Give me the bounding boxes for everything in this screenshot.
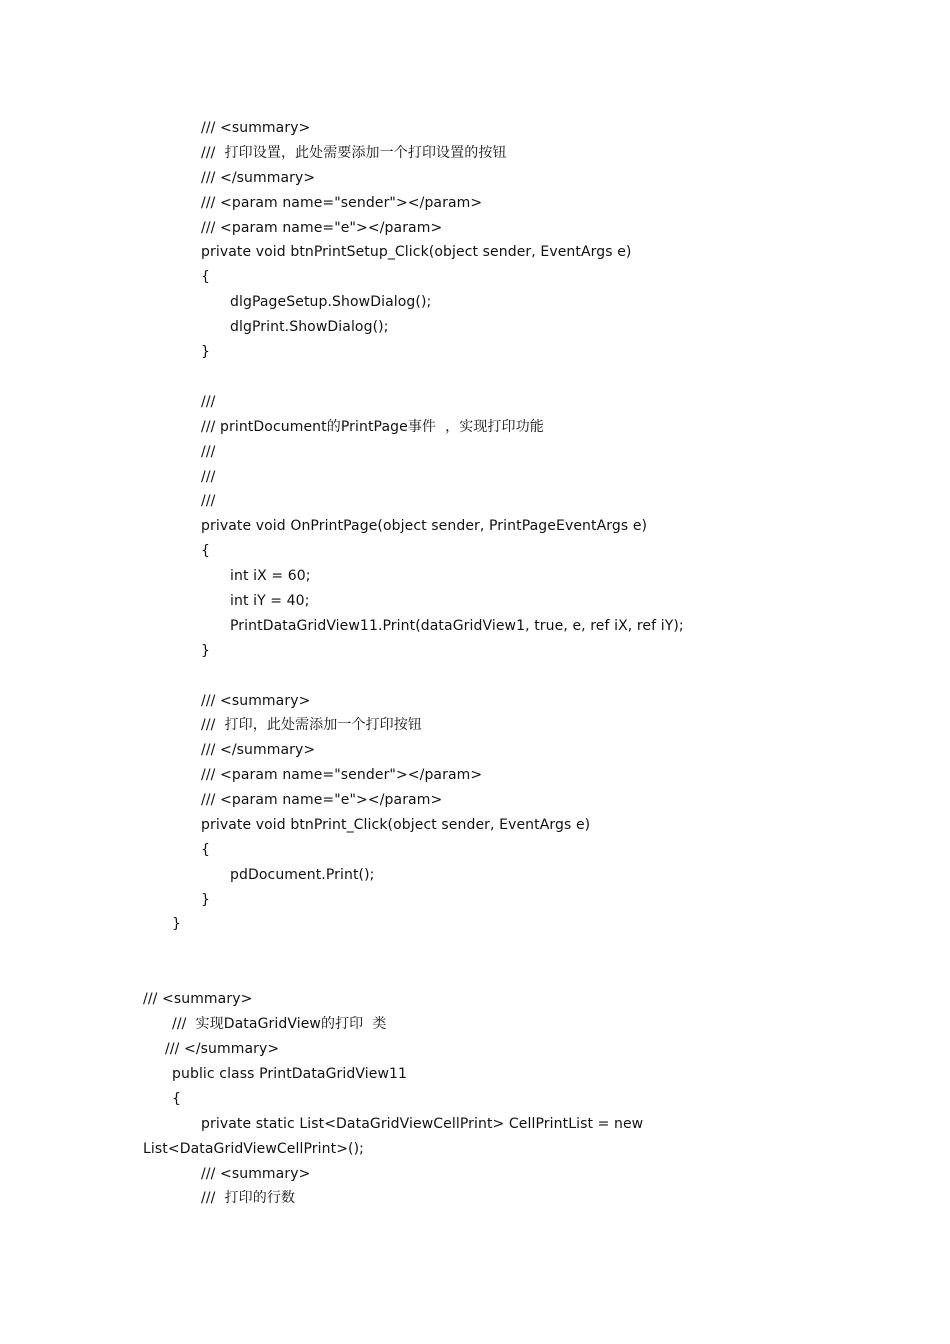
code-line: /// </summary> [165,1041,280,1057]
code-line: /// 实现DataGridView的打印 类 [172,1016,387,1032]
code-line: /// [201,493,216,509]
code-line: /// </summary> [201,742,316,758]
code-line: /// <summary> [201,1166,311,1182]
code-line: pdDocument.Print(); [230,867,375,883]
code-line: int iY = 40; [230,593,310,609]
code-line: } [201,344,211,360]
code-line: PrintDataGridView11.Print(dataGridView1, true, e, ref iX, ref iY); [230,618,684,634]
code-line: dlgPageSetup.ShowDialog(); [230,294,432,310]
code-line: /// <param name="e"></param> [201,792,443,808]
code-line: public class PrintDataGridView11 [172,1066,408,1082]
code-line: /// <param name="sender"></param> [201,195,483,211]
code-line: { [201,842,211,858]
code-line: /// 打印设置，此处需要添加一个打印设置的按钮 [201,145,507,161]
code-line: /// 打印，此处需添加一个打印按钮 [201,717,422,733]
code-line: List<DataGridViewCellPrint>(); [143,1141,364,1157]
code-line: } [172,916,182,932]
code-line: /// </summary> [201,170,316,186]
code-line: private void btnPrint_Click(object sender, EventArgs e) [201,817,591,833]
code-line: { [201,543,211,559]
code-line: private void OnPrintPage(object sender, PrintPageEventArgs e) [201,518,648,534]
code-line: private void btnPrintSetup_Click(object sender, EventArgs e) [201,244,632,260]
code-line: } [201,892,211,908]
code-line: private static List<DataGridViewCellPrint> CellPrintList = new [201,1116,644,1132]
code-line: /// <param name="e"></param> [201,220,443,236]
code-line: /// [201,444,216,460]
code-line: /// printDocument的PrintPage事件 ，实现打印功能 [201,419,544,435]
code-line: /// <summary> [143,991,253,1007]
code-line: /// 打印的行数 [201,1190,296,1206]
code-line: } [201,643,211,659]
code-line: /// <summary> [201,693,311,709]
code-line: { [172,1091,182,1107]
code-line: /// <param name="sender"></param> [201,767,483,783]
code-line: /// [201,394,216,410]
code-line: int iX = 60; [230,568,311,584]
code-line: /// <summary> [201,120,311,136]
code-line: /// [201,469,216,485]
code-line: { [201,269,211,285]
code-line: dlgPrint.ShowDialog(); [230,319,389,335]
